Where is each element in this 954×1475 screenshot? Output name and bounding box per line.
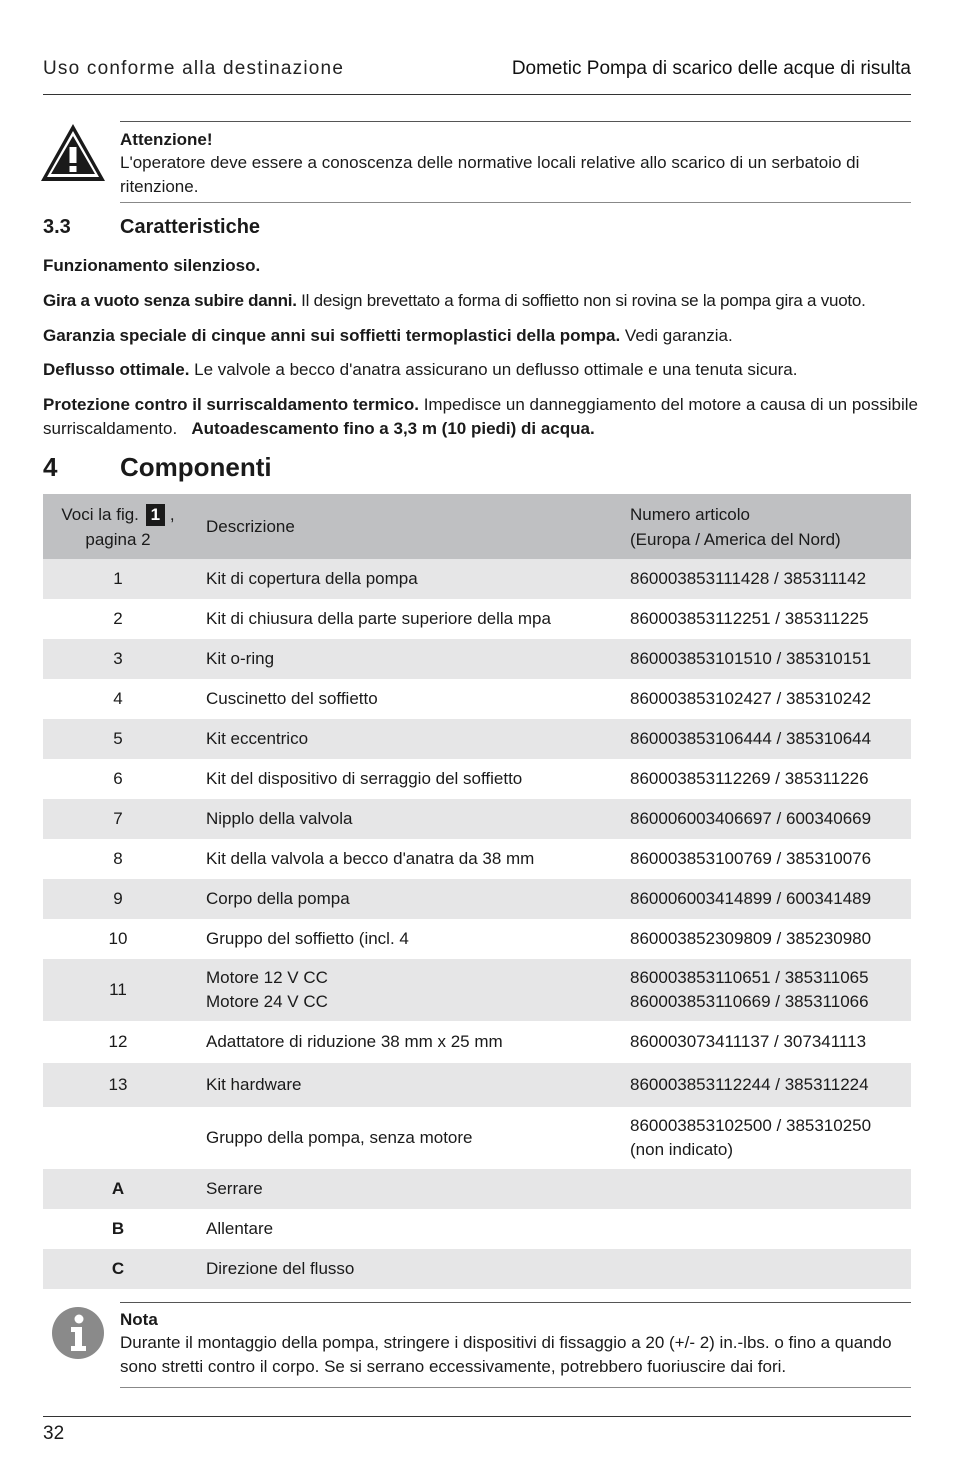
table-row: [43, 919, 911, 959]
page-number: 32: [43, 1423, 65, 1444]
table-row: [43, 759, 911, 799]
note-content: [120, 1302, 911, 1388]
row-description: Corpo della pompa: [193, 879, 624, 919]
row-part-number: 860003853100769 / 385310076: [630, 849, 872, 868]
row-item: 5: [43, 719, 193, 759]
column-header-description: Descrizione: [193, 494, 624, 559]
warning-text: L'operatore deve essere a conoscenza delle normative locali relative allo scarico di un serbatoio di ritenzione.: [120, 153, 860, 196]
row-item: B: [111, 1219, 125, 1238]
table-row: [43, 559, 911, 599]
row-part-number-line: 860003853110669 / 385311066: [630, 992, 869, 1011]
row-description: Serrare: [193, 1169, 624, 1209]
components-table: [43, 494, 911, 1289]
row-description: Adattatore di riduzione 38 mm x 25 mm: [206, 1032, 503, 1051]
row-part-number: 860006003406697 / 600340669: [624, 799, 911, 839]
row-part-number: 860003853106444 / 385310644: [624, 719, 911, 759]
row-description: Kit o-ring: [193, 639, 624, 679]
table-row: [43, 1209, 911, 1249]
feature-text: Le valvole a becco d'anatra assicurano un deflusso ottimale e una tenuta sicura.: [189, 360, 798, 379]
row-description: Cuscinetto del soffietto: [206, 689, 378, 708]
table-row: [43, 959, 911, 1021]
row-item: 3: [43, 639, 193, 679]
col3-line1: Numero articolo: [630, 504, 750, 524]
section-title: Caratteristiche: [120, 216, 261, 238]
row-description: Allentare: [206, 1219, 274, 1238]
row-item: 7: [43, 799, 193, 839]
row-description: Gruppo del soffietto (incl. 4: [206, 929, 409, 948]
warning-title: Attenzione!: [120, 130, 213, 149]
page-header: [43, 58, 911, 95]
table-row: [43, 1249, 911, 1289]
note-title: Nota: [120, 1310, 158, 1329]
warning-block: [43, 121, 911, 203]
row-part-number: 860003853101510 / 385310151: [624, 639, 911, 679]
table-row: [43, 799, 911, 839]
table-row: [43, 719, 911, 759]
info-icon: [51, 1306, 105, 1360]
row-description: [193, 959, 624, 1021]
table-header-row: [43, 494, 911, 559]
row-item: A: [43, 1169, 193, 1209]
section-number: 4: [43, 452, 58, 482]
row-part-number: [624, 1169, 911, 1209]
table-row: [43, 1063, 911, 1107]
row-part-number: 860003853112244 / 385311224: [624, 1063, 911, 1107]
row-part-number: 860006003414899 / 600341489: [624, 879, 911, 919]
table-row: [43, 879, 911, 919]
header-product-title: Dometic Pompa di scarico delle acque di risulta: [511, 58, 911, 79]
page-footer: [43, 1416, 911, 1445]
table-row: [43, 1169, 911, 1209]
row-part-number: [624, 1249, 911, 1289]
row-part-number: [624, 1107, 911, 1169]
table-row: [43, 679, 911, 719]
row-part-number: [624, 1209, 911, 1249]
feature-text: Impedisce un danneggiamento del motore a causa di un possibile surriscaldamento.: [43, 395, 918, 438]
feature-text: Vedi garanzia.: [620, 326, 733, 345]
row-part-number: 860003853111428 / 385311142: [624, 559, 911, 599]
row-item: C: [43, 1249, 193, 1289]
col1-prefix: Voci la fig.: [61, 504, 139, 524]
row-description-line: Motore 12 V CC: [206, 968, 328, 987]
table-row: [43, 839, 911, 879]
feature-bold: Deflusso ottimale.: [43, 360, 190, 379]
feature-paragraph: [43, 324, 911, 348]
feature-paragraph: [43, 254, 911, 278]
col1-sep: ,: [169, 504, 175, 524]
row-description: Gruppo della pompa, senza motore: [206, 1128, 473, 1147]
note-block: [43, 1302, 911, 1388]
row-part-number: 860003853112269 / 385311226: [630, 769, 869, 788]
row-part-number: [624, 959, 911, 1021]
table-row: [43, 639, 911, 679]
feature-bold: Gira a vuoto senza subire danni.: [43, 291, 297, 310]
row-part-number: 860003852309809 / 385230980: [630, 929, 872, 948]
feature-text: Il design brevettato a forma di soffietto non si rovina se la pompa gira a vuoto.: [296, 291, 866, 310]
figure-number-badge: 1: [146, 504, 165, 526]
feature-bold: Garanzia speciale di cinque anni sui soffietti termoplastici della pompa.: [43, 326, 621, 345]
section-title: Componenti: [120, 452, 272, 482]
row-description: Kit del dispositivo di serraggio del soffietto: [206, 769, 523, 788]
section-number: 3.3: [43, 216, 71, 238]
feature-paragraph: [43, 289, 911, 313]
row-description: Kit hardware: [193, 1063, 624, 1107]
row-description: Kit eccentrico: [193, 719, 624, 759]
row-description: Kit di chiusura della parte superiore della mpa: [206, 609, 551, 628]
row-description-line: Motore 24 V CC: [206, 992, 328, 1011]
row-part-number-line: (non indicato): [630, 1140, 734, 1159]
header-section-title: Uso conforme alla destinazione: [43, 58, 345, 79]
row-part-number: 860003853102427 / 385310242: [630, 689, 872, 708]
section-heading-components: [43, 452, 911, 483]
col1-page: pagina 2: [85, 529, 151, 549]
column-header-part-number: [624, 494, 911, 559]
column-header-item: [43, 494, 193, 559]
row-item: [43, 1107, 193, 1169]
row-description: Direzione del flusso: [193, 1249, 624, 1289]
row-item: 12: [108, 1032, 128, 1051]
row-part-number: 860003853112251 / 385311225: [630, 609, 869, 628]
row-item: 6: [113, 769, 123, 788]
row-part-number: 860003073411137 / 307341113: [630, 1032, 867, 1051]
row-item: 13: [43, 1063, 193, 1107]
row-item: 8: [113, 849, 123, 868]
row-item: 2: [113, 609, 123, 628]
note-text: Durante il montaggio della pompa, stringere i dispositivi di fissaggio a 20 (+/- 2) in.-lbs. o fino a quando sono stretti contro il corpo. Se si serrano eccessivamente, potrebbero fuoriuscire dai fori.: [120, 1333, 892, 1376]
table-row: [43, 599, 911, 639]
warning-content: [120, 121, 911, 203]
row-item: 4: [113, 689, 123, 708]
row-item: 11: [43, 959, 193, 1021]
section-heading-features: [43, 216, 911, 239]
feature-bold: Funzionamento silenzioso.: [43, 256, 261, 275]
row-part-number-line: 860003853110651 / 385311065: [630, 968, 869, 987]
row-part-number-line: 860003853102500 / 385310250: [630, 1116, 872, 1135]
table-row: [43, 1107, 911, 1169]
row-description: Nipplo della valvola: [193, 799, 624, 839]
feature-bold: Autoadescamento fino a 3,3 m (10 piedi) di acqua.: [191, 419, 595, 438]
table-row: [43, 1021, 911, 1063]
warning-triangle-icon: [38, 121, 108, 185]
row-description: Kit di copertura della pompa: [193, 559, 624, 599]
feature-paragraph: [43, 393, 923, 441]
row-item: 10: [108, 929, 128, 948]
row-item: 1: [43, 559, 193, 599]
col3-line2: (Europa / America del Nord): [630, 529, 841, 549]
row-item: 9: [43, 879, 193, 919]
row-description: Kit della valvola a becco d'anatra da 38 mm: [206, 849, 535, 868]
feature-bold: Protezione contro il surriscaldamento termico.: [43, 395, 419, 414]
feature-paragraph: [43, 358, 911, 382]
